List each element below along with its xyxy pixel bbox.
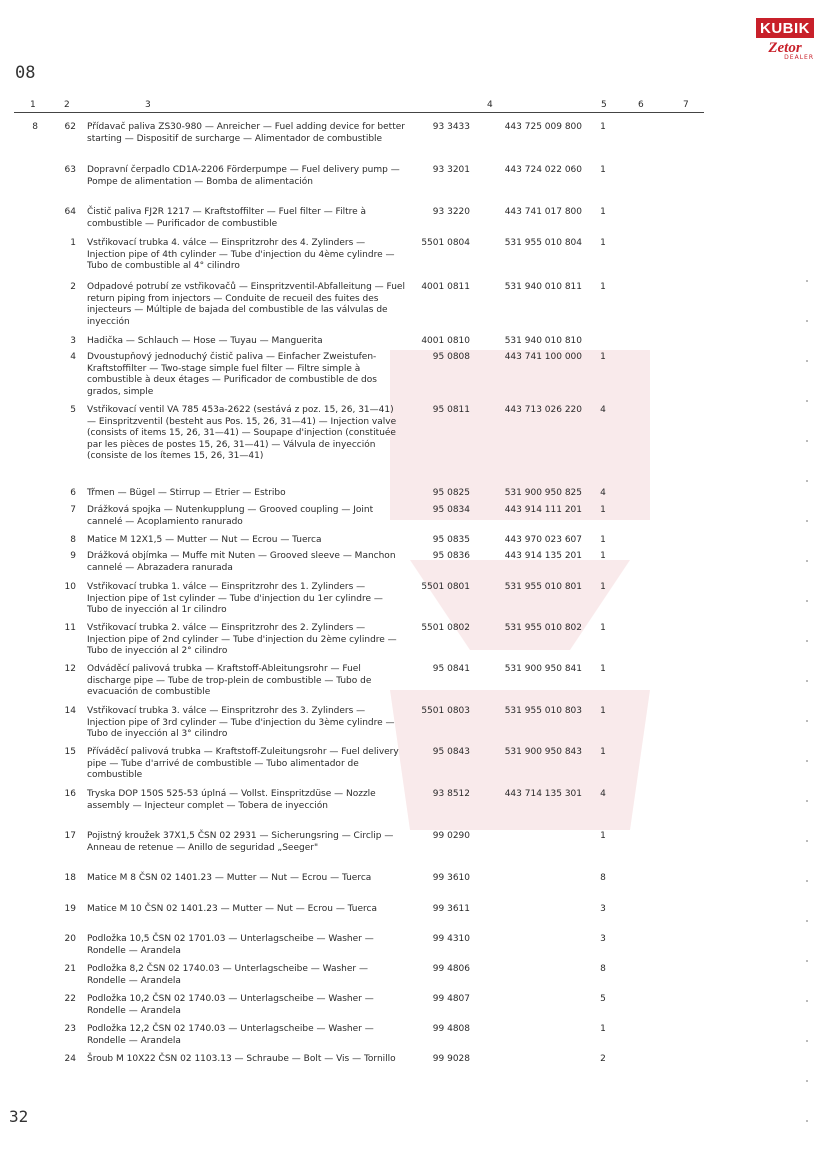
cell-description: Šroub M 10X22 ČSN 02 1103.13 — Schraube — Bolt — Vis — Tornillo — [87, 1054, 396, 1064]
cell-part-number: 443 914 111 201 — [504, 505, 582, 515]
cell-position: 20 — [64, 934, 76, 944]
col-header-3: 3 — [145, 100, 151, 110]
cell-part-number: 531 940 010 811 — [504, 282, 582, 292]
cell-description: Pojistný kroužek 37X1,5 ČSN 02 2931 — Sicherungsring — Circlip — Anneau de retenue — Anillo de seguridad „Seeger" — [87, 831, 394, 853]
cell-position: 2 — [70, 282, 76, 292]
cell-position: 5 — [70, 405, 76, 415]
cell-position: 16 — [64, 789, 76, 799]
cell-description: Dopravní čerpadlo CD1A-2206 Förderpumpe — Fuel delivery pump — Pompe de alimentation — Bomba de alimentación — [87, 165, 400, 187]
cell-quantity: 3 — [600, 934, 606, 944]
cell-position: 15 — [64, 747, 76, 757]
cell-quantity: 1 — [600, 706, 606, 716]
cell-position: 4 — [70, 352, 76, 362]
cell-catalog-number: 99 9028 — [432, 1054, 470, 1064]
cell-part-number: 443 970 023 607 — [504, 535, 582, 545]
cell-position: 19 — [64, 904, 76, 914]
col-header-5: 5 — [601, 100, 607, 110]
cell-quantity: 1 — [600, 238, 606, 248]
cell-quantity: 4 — [600, 789, 606, 799]
cell-part-number: 443 741 017 800 — [504, 207, 582, 217]
cell-catalog-number: 93 3220 — [432, 207, 470, 217]
cell-catalog-number: 99 3611 — [432, 904, 470, 914]
cell-catalog-number: 5501 0803 — [421, 706, 470, 716]
cell-part-number: 531 900 950 841 — [504, 664, 582, 674]
cell-description: Podložka 10,2 ČSN 02 1740.03 — Unterlagscheibe — Washer — Rondelle — Arandela — [87, 994, 374, 1016]
cell-position: 62 — [64, 122, 76, 132]
cell-group: 8 — [32, 122, 38, 132]
cell-catalog-number: 95 0835 — [432, 535, 470, 545]
cell-quantity: 1 — [600, 165, 606, 175]
cell-quantity: 1 — [600, 747, 606, 757]
cell-part-number: 531 940 010 810 — [504, 336, 582, 346]
cell-quantity: 1 — [600, 623, 606, 633]
cell-quantity: 1 — [600, 831, 606, 841]
cell-part-number: 443 741 100 000 — [504, 352, 582, 362]
cell-description: Dvoustupňový jednoduchý čistič paliva — Einfacher Zweistufen-Kraftstoffilter — Two-stage simple fuel filter — Filtre simple à combustible à deux étages — Purificador de combustible de dos grados, simple — [87, 352, 377, 397]
cell-description: Odpadové potrubí ze vstřikovačů — Einspritzventil-Abfalleitung — Fuel return piping from injectors — Conduite de recueil des fuites des injecteurs — Múltiple de bajada del combustible de las válvulas de inyección — [87, 282, 405, 327]
kubik-zetor-logo — [756, 18, 814, 70]
cell-position: 21 — [64, 964, 76, 974]
cell-description: Matice M 12X1,5 — Mutter — Nut — Ecrou — Tuerca — [87, 535, 322, 545]
col-header-7: 7 — [683, 100, 689, 110]
cell-description: Tryska DOP 150S 525-53 úplná — Vollst. Einspritzdüse — Nozzle assembly — Injecteur complet — Tobera de inyección — [87, 789, 376, 811]
cell-catalog-number: 99 0290 — [432, 831, 470, 841]
cell-position: 6 — [70, 488, 76, 498]
cell-part-number: 531 955 010 801 — [504, 582, 582, 592]
cell-catalog-number: 93 3433 — [432, 122, 470, 132]
cell-quantity: 4 — [600, 488, 606, 498]
cell-position: 7 — [70, 505, 76, 515]
cell-catalog-number: 95 0834 — [432, 505, 470, 515]
cell-quantity: 8 — [600, 964, 606, 974]
section-number: 08 — [15, 63, 36, 83]
cell-description: Čistič paliva FJ2R 1217 — Kraftstoffilter — Fuel filter — Filtre à combustible — Purificador de combustible — [87, 207, 367, 229]
cell-quantity: 5 — [600, 994, 606, 1004]
cell-position: 63 — [64, 165, 76, 175]
cell-description: Vstřikovací trubka 2. válce — Einspritzrohr des 2. Zylinders — Injection pipe of 2nd cylinder — Tube d'injection du 2ème cylindre — Tubo de inyección al 2° cilindro — [87, 623, 397, 656]
cell-catalog-number: 99 4806 — [432, 964, 470, 974]
cell-description: Vstřikovací trubka 3. válce — Einspritzrohr des 3. Zylinders — Injection pipe of 3rd cylinder — Tube d'injection du 3ème cylindre — Tubo de inyección al 3° cilindro — [87, 706, 395, 739]
cell-position: 1 — [70, 238, 76, 248]
cell-description: Odváděcí palivová trubka — Kraftstoff-Ableitungsrohr — Fuel discharge pipe — Tube de trop-plein de combustible — Tubo de evacuación de combustible — [87, 664, 372, 697]
cell-position: 12 — [64, 664, 76, 674]
cell-quantity: 1 — [600, 352, 606, 362]
cell-description: Vstřikovací trubka 1. válce — Einspritzrohr des 1. Zylinders — Injection pipe of 1st cylinder — Tube d'injection du 1er cylindre — Tubo de inyección al 1r cilindro — [87, 582, 383, 615]
cell-part-number: 443 713 026 220 — [504, 405, 582, 415]
cell-description: Podložka 10,5 ČSN 02 1701.03 — Unterlagscheibe — Washer — Rondelle — Arandela — [87, 934, 374, 956]
logo-sub: Zetor — [768, 40, 802, 56]
cell-quantity: 1 — [600, 535, 606, 545]
cell-description: Podložka 8,2 ČSN 02 1740.03 — Unterlagscheibe — Washer — Rondelle — Arandela — [87, 964, 368, 986]
cell-position: 9 — [70, 551, 76, 561]
cell-catalog-number: 95 0843 — [432, 747, 470, 757]
cell-part-number: 531 955 010 802 — [504, 623, 582, 633]
cell-catalog-number: 4001 0811 — [421, 282, 470, 292]
cell-part-number: 443 714 135 301 — [504, 789, 582, 799]
cell-catalog-number: 99 3610 — [432, 873, 470, 883]
cell-quantity: 1 — [600, 551, 606, 561]
cell-quantity: 1 — [600, 122, 606, 132]
cell-quantity: 8 — [600, 873, 606, 883]
cell-position: 22 — [64, 994, 76, 1004]
cell-catalog-number: 95 0825 — [432, 488, 470, 498]
cell-catalog-number: 95 0808 — [432, 352, 470, 362]
cell-part-number: 443 724 022 060 — [504, 165, 582, 175]
logo-brand: KUBIK — [756, 18, 814, 38]
cell-part-number: 531 955 010 803 — [504, 706, 582, 716]
cell-description: Příváděcí palivová trubka — Kraftstoff-Zuleitungsrohr — Fuel delivery pipe — Tube d'arrivé de combustible — Tubo alimentador de combustible — [87, 747, 399, 780]
cell-catalog-number: 99 4310 — [432, 934, 470, 944]
cell-catalog-number: 5501 0804 — [421, 238, 470, 248]
cell-quantity: 1 — [600, 207, 606, 217]
cell-part-number: 531 955 010 804 — [504, 238, 582, 248]
cell-quantity: 2 — [600, 1054, 606, 1064]
cell-description: Vstřikovací ventil VA 785 453a-2622 (sestává z poz. 15, 26, 31—41) — Einspritzventil (besteht aus Pos. 15, 26, 31—41) — Injection valve (consists of items 15, 26, 31—41) — Soupape d'injection (constituée par les pièces de postes 15, 26, 31—41) — Válvula de inyección (consiste de los ítemes 15, 26, 31—41) — [87, 405, 397, 461]
cell-catalog-number: 93 3201 — [432, 165, 470, 175]
cell-catalog-number: 5501 0802 — [421, 623, 470, 633]
cell-catalog-number: 93 8512 — [432, 789, 470, 799]
cell-quantity: 1 — [600, 582, 606, 592]
header-rule — [14, 112, 704, 113]
cell-quantity: 1 — [600, 664, 606, 674]
col-header-4: 4 — [487, 100, 493, 110]
cell-part-number: 443 725 009 800 — [504, 122, 582, 132]
page-number: 32 — [9, 1107, 29, 1126]
cell-catalog-number: 95 0811 — [432, 405, 470, 415]
cell-description: Drážková spojka — Nutenkupplung — Grooved coupling — Joint cannelé — Acoplamiento ranurado — [87, 505, 374, 527]
cell-description: Přídavač paliva ZS30-980 — Anreicher — Fuel adding device for better starting — Dispositif de surcharge — Alimentador de combustible — [87, 122, 405, 144]
cell-position: 24 — [64, 1054, 76, 1064]
cell-quantity: 4 — [600, 405, 606, 415]
cell-description: Hadička — Schlauch — Hose — Tuyau — Manguerita — [87, 336, 323, 346]
cell-part-number: 531 900 950 825 — [504, 488, 582, 498]
cell-quantity: 1 — [600, 505, 606, 515]
logo-tag: DEALER — [784, 54, 814, 61]
cell-quantity: 1 — [600, 282, 606, 292]
cell-position: 3 — [70, 336, 76, 346]
cell-position: 17 — [64, 831, 76, 841]
cell-quantity: 1 — [600, 1024, 606, 1034]
col-header-2: 2 — [64, 100, 70, 110]
cell-catalog-number: 4001 0810 — [421, 336, 470, 346]
cell-catalog-number: 95 0841 — [432, 664, 470, 674]
cell-quantity: 3 — [600, 904, 606, 914]
cell-catalog-number: 5501 0801 — [421, 582, 470, 592]
cell-catalog-number: 99 4807 — [432, 994, 470, 1004]
cell-position: 10 — [64, 582, 76, 592]
cell-description: Vstřikovací trubka 4. válce — Einspritzrohr des 4. Zylinders — Injection pipe of 4th cylinder — Tube d'injection du 4ème cylindre — Tubo de combustible al 4° cilindro — [87, 238, 395, 271]
cell-description: Matice M 10 ČSN 02 1401.23 — Mutter — Nut — Ecrou — Tuerca — [87, 904, 378, 914]
cell-description: Podložka 12,2 ČSN 02 1740.03 — Unterlagscheibe — Washer — Rondelle — Arandela — [87, 1024, 374, 1046]
cell-description: Drážková objímka — Muffe mit Nuten — Grooved sleeve — Manchon cannelé — Abrazadera ranurada — [87, 551, 396, 573]
cell-description: Matice M 8 ČSN 02 1401.23 — Mutter — Nut — Ecrou — Tuerca — [87, 873, 372, 883]
col-header-1: 1 — [30, 100, 36, 110]
cell-position: 14 — [64, 706, 76, 716]
cell-position: 8 — [70, 535, 76, 545]
cell-position: 23 — [64, 1024, 76, 1034]
cell-part-number: 443 914 135 201 — [504, 551, 582, 561]
cell-position: 11 — [64, 623, 76, 633]
col-header-6: 6 — [638, 100, 644, 110]
cell-description: Třmen — Bügel — Stirrup — Etrier — Estribo — [87, 488, 286, 498]
cell-catalog-number: 95 0836 — [432, 551, 470, 561]
cell-part-number: 531 900 950 843 — [504, 747, 582, 757]
cell-position: 64 — [64, 207, 76, 217]
page-edge-marks — [806, 280, 808, 1140]
cell-position: 18 — [64, 873, 76, 883]
cell-catalog-number: 99 4808 — [432, 1024, 470, 1034]
